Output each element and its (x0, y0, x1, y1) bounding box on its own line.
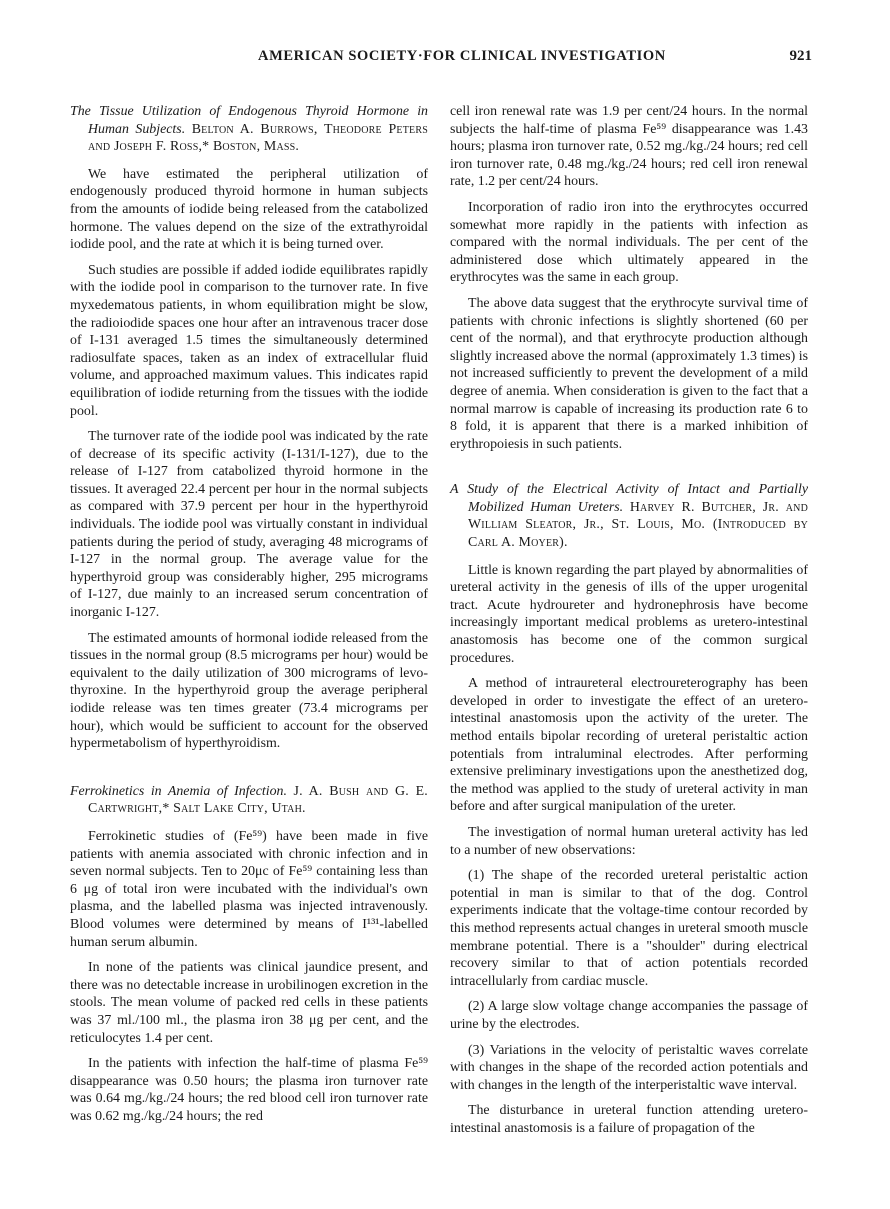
article-heading-ureters (450, 481, 808, 551)
article-title: Ferrokinetics in Anemia of Infection. (70, 783, 287, 799)
paragraph: The turnover rate of the iodide pool was indicated by the rate of decrease of its specific activity (I-131/I-127), due to the release of I-127 from catabolized thyroid hormone in the tissues. It averaged 22.4 percent per hour in the normal subjects as compared with 37.9 percent per hour in the hyperthyroid individuals. The iodide pool was virtually constant in individual patients during the period of study, averaging 48 micrograms of I-127 in the normal group. The average value for the hyperthyroid group was considerably higher, 295 micrograms of I-127, due mainly to an increased serum concentration of inorganic I-127. (70, 429, 428, 621)
paragraph: (3) Variations in the velocity of peristaltic waves correlate with changes in the shape of the recorded action potentials and with changes in the length of the interperistaltic wave interval. (450, 1042, 808, 1093)
paragraph: The above data suggest that the erythrocyte survival time of patients with chronic infections is slightly shortened (60 per cent of the normal), and that erythrocyte production although slightly increased above the normal (approximately 1.3 times) is not increased sufficiently to prevent the development of a mild degree of anemia. When consideration is given to the fact that a normal marrow is capable of increasing its production rate 6 to 8 fold, it is apparent that there is a marked inhibition of erythropoiesis in such patients. (450, 295, 808, 452)
paragraph: Ferrokinetic studies of (Fe⁵⁹) have been made in five patients with anemia associated with chronic infection and in seven normal subjects. Ten to 20μc of Fe⁵⁹ containing less than 6 μg of total iron were incubated with the individual's own plasma, and the labelled plasma was injected intravenously. Blood volumes were determined by means of I¹³¹-labelled human serum albumin. (70, 828, 428, 950)
article-authors: Harvey R. Butcher, Jr. and William Sleator, Jr., St. Louis, Mo. (Introduced by Carl A. Moyer). (468, 499, 809, 551)
running-head (0, 48, 890, 68)
paragraph: The estimated amounts of hormonal iodide released from the tissues in the normal group (8.5 micrograms per hour) would be equivalent to the daily utilization of 300 micrograms of levo-thyroxine. In the hyperthyroid group the average peripheral iodide release was ten times greater (73.4 micrograms per hour), which would be sufficient to account for the observed hypermetabolism of hyperthyroidism. (70, 630, 428, 752)
paragraph: We have estimated the peripheral utilization of endogenously produced thyroid hormone in human subjects from the amounts of iodide being released from the catabolized hormone. The values depend on the size of the extrathyroidal iodide pool, and the rate at which it is being turned over. (70, 166, 428, 253)
paragraph: The investigation of normal human ureteral activity has led to a number of new observations: (450, 824, 808, 858)
paragraph: In the patients with infection the half-time of plasma Fe⁵⁹ disappearance was 0.50 hours; the plasma iron turnover rate was 0.64 mg./kg./24 hours; the red blood cell iron turnover rate was 0.62 mg./kg./24 hours; the red (70, 1056, 428, 1124)
article-heading-ferrokinetics (70, 783, 428, 818)
paragraph-continued: cell iron renewal rate was 1.9 per cent/24 hours. In the normal subjects the half-time of plasma Fe⁵⁹ disappearance was 1.43 hours; plasma iron turnover rate, 0.52 mg./kg./24 hours; red cell iron turnover rate, 0.48 mg./kg./24 hours; red cell iron renewal rate, 1.2 per cent/24 hours. (450, 104, 808, 190)
paragraph: The disturbance in ureteral function attending uretero-intestinal anastomosis is a failure of propagation of the (450, 1103, 808, 1136)
paragraph: A method of intraureteral electroureterography has been developed in order to investigate the effect of an uretero-intestinal anastomosis upon the activity of the ureter. The method entails bipolar recording of ureteral peristaltic action potentials from intraluminal electrodes. After performing extensive preliminary investigations upon the anesthetized dog, the method was applied to the study of ureteral activity in man before and after surgical manipulation of the ureter. (450, 676, 808, 815)
article-authors: Belton A. Burrows, Theodore Peters and Joseph F. Ross,* Boston, Mass. (88, 121, 428, 155)
article-title: A Study of the Electrical Activity of Intact and Partially Mobilized Human Ureters. (450, 482, 808, 515)
page-number: 921 (789, 48, 812, 64)
section-spacer (70, 761, 428, 783)
article-authors: J. A. Bush and G. E. Cartwright,* Salt Lake City, Utah. (88, 783, 428, 817)
journal-running-title: AMERICAN SOCIETY·FOR CLINICAL INVESTIGATION (258, 48, 666, 64)
paragraph: Little is known regarding the part played by abnormalities of ureteral activity in the genesis of ills of the upper urogenital tract. Acute hydroureter and hydronephrosis have become increasingly important medical problems as uretero-intestinal anastomosis has become one of the common surgical procedures. (450, 562, 808, 666)
paragraph: (1) The shape of the recorded ureteral peristaltic action potential in man is similar to that of the dog. Control experiments indicate that the voltage-time contour recorded by this method represents actual changes in ureteral smooth muscle membrane potential. There is a "shoulder" during electrical recovery similar to that of action potentials recorded intracellularly from cardiac muscle. (450, 868, 808, 989)
article-title: The Tissue Utilization of Endogenous Thyroid Hormone in Human Subjects. (70, 104, 428, 137)
paragraph: Such studies are possible if added iodide equilibrates rapidly with the iodide pool in comparison to the turnover rate. In five myxedematous patients, in whom equilibration might be slow, the radioiodide spaces one hour after an intravenous tracer dose of I-131 averaged 1.5 times the simultaneously determined radiosulfate spaces, taken as an index of extracellular fluid volume, and approached maximum values. This indicates rapid equilibration of iodide returning from the tissues with the iodide pool. (70, 262, 428, 419)
paragraph: Incorporation of radio iron into the erythrocytes occurred somewhat more rapidly in the patients with infection as compared with the normal individuals. The per cent of the administered dose which ultimately appeared in the erythrocytes was the same in each group. (450, 199, 808, 286)
right-column (450, 103, 808, 1145)
paragraph: In none of the patients was clinical jaundice present, and there was no detectable increase in urobilinogen excretion in the stools. The mean volume of packed red cells in these patients was 37 ml./100 ml., the plasma iron 38 μg per cent, and the reticulocytes 1.4 per cent. (70, 960, 428, 1046)
article-heading-thyroid (70, 103, 428, 156)
left-column (70, 103, 428, 1133)
paragraph: (2) A large slow voltage change accompanies the passage of urine by the electrodes. (450, 999, 808, 1032)
section-spacer (450, 461, 808, 481)
